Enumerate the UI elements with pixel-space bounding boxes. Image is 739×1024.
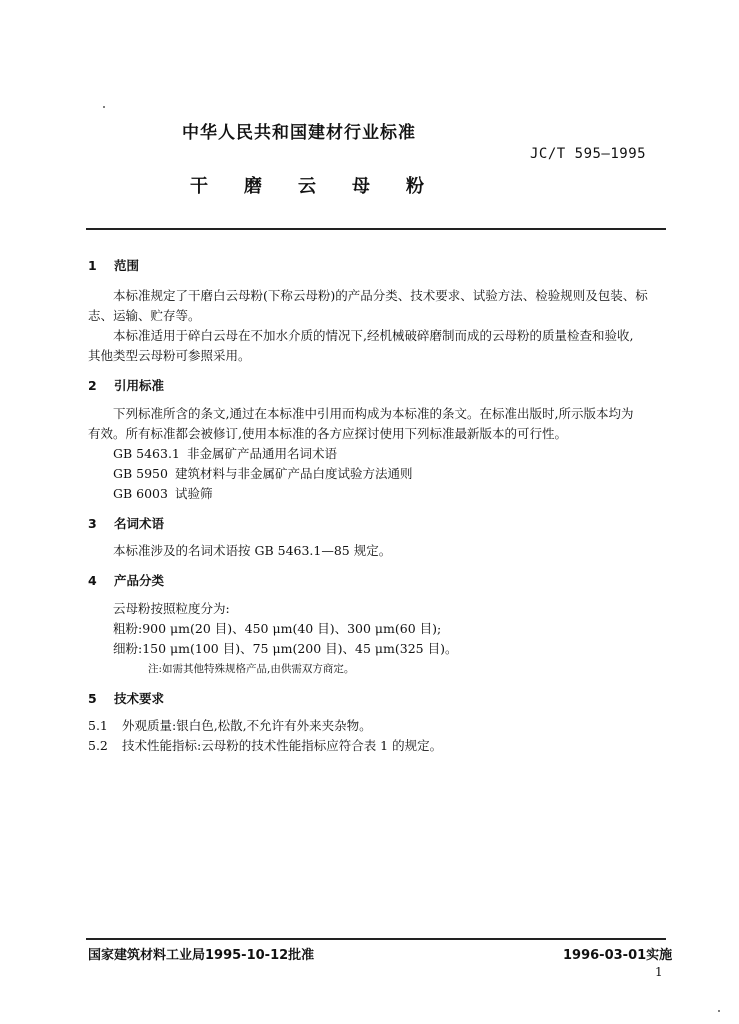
clause-number: 5.2: [88, 738, 108, 753]
paragraph-line: 本标准规定了干磨白云母粉(下称云母粉)的产品分类、技术要求、试验方法、检验规则及包装、标: [113, 288, 648, 303]
effective-date: 1996-03-01实施: [563, 948, 673, 963]
clause-item: [88, 735, 442, 756]
section-3-heading: [88, 514, 164, 532]
reference-name: 建筑材料与非金属矿产品白度试验方法通则: [175, 466, 413, 481]
reference-name: 非金属矿产品通用名词术语: [187, 446, 338, 461]
paragraph-line: 下列标准所含的条文,通过在本标准中引用而构成为本标准的条文。在标准出版时,所示版本均为: [113, 406, 634, 421]
approval-line: 国家建筑材料工业局1995-10-12批准: [88, 948, 315, 963]
footer-rule: [86, 938, 666, 940]
section-number: 4: [88, 573, 97, 588]
page-number: 1: [655, 965, 663, 979]
section-title: 产品分类: [114, 573, 165, 588]
note-text: 注:如需其他特殊规格产品,由供需双方商定。: [148, 663, 355, 675]
section-title: 范围: [114, 258, 140, 273]
paragraph-line: 本标准涉及的名词术语按 GB 5463.1—85 规定。: [113, 543, 392, 558]
paragraph-line: 云母粉按照粒度分为:: [113, 601, 230, 616]
reference-name: 试验筛: [175, 486, 213, 501]
scan-speck: [718, 1010, 720, 1012]
section-number: 2: [88, 378, 97, 393]
reference-item: [113, 443, 337, 464]
header-rule: [86, 228, 666, 230]
paragraph-line: 有效。所有标准都会被修订,使用本标准的各方应探讨使用下列标准最新版本的可行性。: [88, 426, 567, 441]
section-number: 3: [88, 516, 97, 531]
clause-text: 外观质量:银白色,松散,不允许有外来夹杂物。: [122, 718, 372, 733]
scan-speck: [103, 106, 105, 108]
section-number: 1: [88, 258, 97, 273]
reference-code: GB 5950: [113, 466, 168, 481]
section-2-heading: [88, 376, 164, 394]
reference-item: [113, 463, 413, 484]
document-title: 干磨云母粉: [190, 176, 460, 197]
section-title: 引用标准: [114, 378, 165, 393]
section-number: 5: [88, 691, 97, 706]
standard-code: JC/T 595—1995: [530, 146, 647, 162]
section-4-heading: [88, 571, 164, 589]
clause-number: 5.1: [88, 718, 108, 733]
section-5-heading: [88, 689, 164, 707]
reference-code: GB 6003: [113, 486, 168, 501]
reference-code: GB 5463.1: [113, 446, 180, 461]
paragraph-line: 本标准适用于碎白云母在不加水介质的情况下,经机械破碎磨制而成的云母粉的质量检查和验收,: [113, 328, 634, 343]
paragraph-line: 其他类型云母粉可参照采用。: [88, 348, 251, 363]
section-title: 技术要求: [114, 691, 165, 706]
paragraph-line: 志、运输、贮存等。: [88, 308, 201, 323]
standard-organization: 中华人民共和国建材行业标准: [182, 123, 416, 143]
reference-item: [113, 483, 213, 504]
section-1-heading: [88, 256, 139, 274]
coarse-grade-line: 粗粉:900 μm(20 目)、450 μm(40 目)、300 μm(60 目);: [113, 621, 442, 636]
clause-item: [88, 715, 372, 736]
clause-text: 技术性能指标:云母粉的技术性能指标应符合表 1 的规定。: [122, 738, 443, 753]
section-title: 名词术语: [114, 516, 165, 531]
fine-grade-line: 细粉:150 μm(100 目)、75 μm(200 目)、45 μm(325 目)。: [113, 641, 458, 656]
